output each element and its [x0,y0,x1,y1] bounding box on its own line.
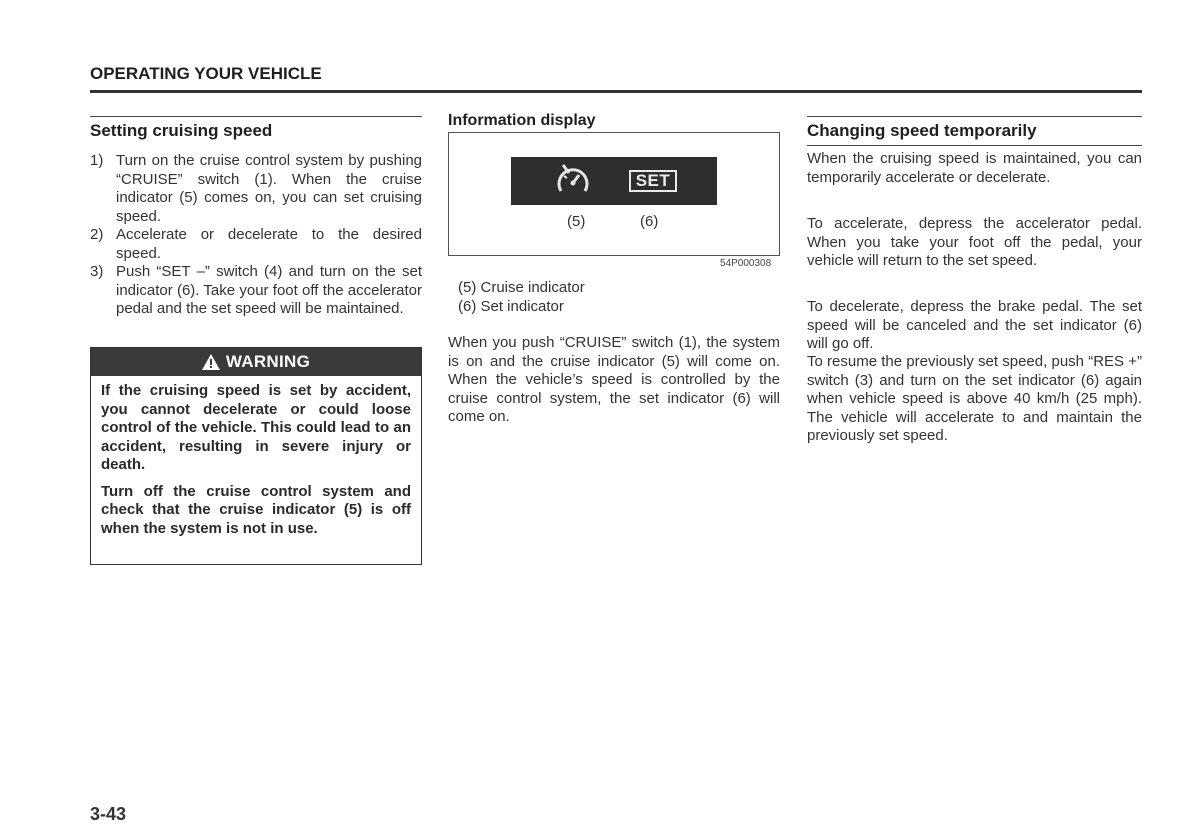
set-indicator: SET [629,170,677,192]
body-paragraph: When the cruising speed is maintained, you can temporarily accelerate or decelerate. [807,150,1142,186]
section-title: Changing speed temporarily [807,121,1037,140]
label-set-indicator: (6) [640,213,659,230]
section-rule [90,116,422,117]
warning-text [91,376,421,538]
section-rule [807,116,1142,117]
figure-code: 54P000308 [720,258,772,269]
page-number: 3-43 [90,804,127,824]
section-rule [807,145,1142,146]
warning-label: WARNING [225,352,311,371]
steps-list [90,152,422,319]
legend-item: (5) Cruise indicator [458,279,585,296]
step-number: 1) [90,152,104,169]
body-paragraph: To resume the previously set speed, push “RES +” switch (3) and turn on the set indicator (6) again when vehicle speed is above 40 km/h (25 mph). The vehicle will accelerate to and maintain the previously set speed. [807,353,1142,444]
figure-legend [458,278,585,316]
list-item [90,152,422,226]
figure-box [448,132,780,256]
warning-box [90,347,422,565]
warning-paragraph: Turn off the cruise control system and check that the cruise indicator (5) is off when the system is not in use. [101,482,411,537]
body-paragraph: To accelerate, depress the accelerator pedal. When you take your foot off the pedal, your vehicle will return to the set speed. [807,215,1142,269]
body-paragraph: To decelerate, depress the brake pedal. The set speed will be canceled and the set indicator (6) will go off. [807,298,1142,352]
warning-paragraph: If the cruising speed is set by accident, you cannot decelerate or could loose control of the vehicle. This could lead to an accident, resulting in severe injury or death. [101,382,411,473]
display-panel [511,157,717,205]
section-title: Setting cruising speed [90,121,273,140]
step-number: 3) [90,263,104,280]
list-item [90,263,422,319]
list-item [90,226,422,263]
warning-header [91,348,421,376]
label-cruise-indicator: (5) [567,213,586,230]
step-number: 2) [90,226,104,243]
body-paragraph: When you push “CRUISE” switch (1), the system is on and the cruise indicator (5) will come on. When the vehicle’s speed is controlled by the cruise control system, the set indicator (6) will come on. [448,334,780,425]
step-text: Accelerate or decelerate to the desired speed. [116,226,422,262]
figure-title: Information display [448,112,596,129]
cruise-control-speedometer-icon [551,161,595,201]
legend-item: (6) Set indicator [458,298,564,315]
page-header: OPERATING YOUR VEHICLE [90,64,322,83]
step-text: Turn on the cruise control system by pushing “CRUISE” switch (1). When the cruise indicator (5) comes on, you can set cruising speed. [116,152,422,225]
warning-triangle-icon [202,354,220,370]
step-text: Push “SET –” switch (4) and turn on the set indicator (6). Take your foot off the accelerator pedal and the set speed will be maintained. [116,263,422,317]
header-rule [90,90,1142,93]
